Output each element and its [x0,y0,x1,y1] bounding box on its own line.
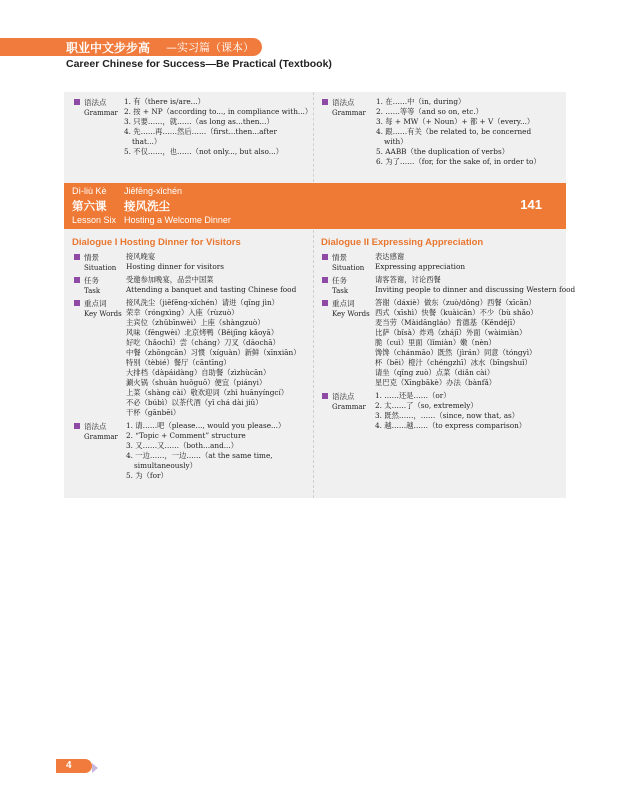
list-item: 涮火锅（shuàn huǒguō）便宜（piányi） [126,378,267,387]
bullet-square-icon [322,99,328,105]
d2-keywords-label: 重点词 Key Words [322,299,370,319]
bullet-square-icon [74,254,80,260]
list-item: 2. ……等等（and so on, etc.） [376,107,483,116]
list-item: 1. 请……吧（please..., would you please...） [126,421,286,430]
lesson-title-pinyin: Jiēfēng-xǐchén [124,186,183,196]
d2-task-label: 任务 Task [322,276,348,296]
lesson-number-cn: 第六课 [72,199,107,213]
list-item: 风味（fēngwèi）北京烤鸭（Běijīng kǎoyā） [126,328,279,337]
bullet-square-icon [322,300,328,306]
lesson-number-en: Lesson Six [72,215,117,225]
top-right-grammar-list [376,97,541,167]
list-item: simultaneously） [134,461,197,470]
list-item: 4. 跟……有关（be related to, be concerned [376,127,532,136]
list-item: 中餐（zhōngcān）习惯（xíguàn）新鲜（xīnxiān） [126,348,301,357]
list-item: 星巴克（Xīngbākè）办法（bànfǎ） [375,378,497,387]
d1-keywords-list [126,298,301,418]
list-item: 干杯（gānbēi） [126,408,181,417]
list-item: 主宾位（zhǔbīnwèi）上座（shàngzuò） [126,318,265,327]
d2-grammar-label: 语法点 Grammar [322,392,366,412]
list-item: 不必（búbì）以茶代酒（yǐ chá dài jiǔ） [126,398,263,407]
dialogue2-title: Dialogue II Expressing Appreciation [321,237,484,248]
d1-grammar-list [126,421,285,481]
tab-tail-icon [92,763,98,773]
page-number: 4 [66,760,72,771]
list-item: 答谢（dáxiè）做东（zuò/dōng）西餐（xīcān） [375,298,536,307]
list-item: 脆（cuì）里面（lǐmiàn）嫩（nèn） [375,338,496,347]
d2-situation-label: 情景 Situation [322,253,364,273]
column-divider-bottom [313,230,314,498]
book-title-cn: 职业中文步步高 [66,41,151,55]
d2-situation-text: 表达感谢 Expressing appreciation [375,252,466,271]
list-item: 5. AABB（the duplication of verbs） [376,147,509,156]
list-item: 好吃（hǎochī）尝（cháng）刀叉（dāochā） [126,338,280,347]
lesson-title-en: Hosting a Welcome Dinner [124,215,231,225]
list-item: 馋馋（chánmāo）既然（jìrán）同意（tóngyì） [375,348,537,357]
bullet-square-icon [322,254,328,260]
top-left-grammar-list [124,97,312,157]
list-item: with） [384,137,408,146]
d1-grammar-label: 语法点 Grammar [74,422,118,442]
list-item: that...） [132,137,162,146]
list-item: 1. ……还是……（or） [375,391,451,400]
list-item: 4. 先……再……然后……（first...then...after [124,127,277,136]
list-item: 上菜（shàng cài）敬欢迎词（zhì huānyíngcí） [126,388,289,397]
d1-task-label: 任务 Task [74,276,100,296]
list-item: 西式（xīshì）快餐（kuàicān）不少（bù shǎo） [375,308,538,317]
bullet-square-icon [74,277,80,283]
list-item: 5. 为（for） [126,471,168,480]
lesson-banner [64,183,566,229]
book-title-en: Career Chinese for Success—Be Practical (Textbook) [66,58,332,70]
d1-keywords-label: 重点词 Key Words [74,299,122,319]
list-item: 大排档（dàpáidàng）自助餐（zìzhùcān） [126,368,271,377]
list-item: 5. 不仅……，也……（not only..., but also...） [124,147,284,156]
d2-grammar-list [375,391,526,431]
lesson-page-number: 141 [520,197,542,212]
d1-situation-text: 接风晚宴 Hosting dinner for visitors [126,252,224,271]
list-item: 4. 一边……，一边……（at the same time, [126,451,273,460]
bullet-square-icon [74,423,80,429]
list-item: 2. 按 + NP（according to..., in compliance with...） [124,107,313,116]
book-subtitle-cn: —实习篇（课本） [166,41,254,54]
bullet-square-icon [74,300,80,306]
page-number-tab [56,759,92,773]
list-item: 杯（bēi）橙汁（chéngzhī）冰水（bīngshuǐ） [375,358,532,367]
lesson-number-pinyin: Dì-liù Kè [72,186,107,196]
list-item: 3. 又……又……（both...and...） [126,441,238,450]
bullet-square-icon [74,99,80,105]
list-item: 3. 每 + MW（+ Noun）+ 都 + V（every...） [376,117,535,126]
d2-keywords-list [375,298,538,388]
list-item: 1. 有（there is/are...） [124,97,205,106]
dialogue1-title: Dialogue I Hosting Dinner for Visitors [72,237,241,248]
list-item: 请坐（qǐng zuò）点菜（diǎn cài） [375,368,495,377]
d2-task-text: 请客答谢，讨论西餐 Inviting people to dinner and discussing Western food [375,275,576,294]
top-left-grammar-label: 语法点 Grammar [74,98,118,118]
list-item: 4. 越……越……（to express comparison） [375,421,527,430]
list-item: 6. 为了……（for, for the sake of, in order to） [376,157,541,166]
bullet-square-icon [322,277,328,283]
column-divider-top [313,92,314,182]
top-right-grammar-label: 语法点 Grammar [322,98,366,118]
list-item: 1. 在……中（in, during） [376,97,466,106]
bullet-square-icon [322,393,328,399]
list-item: 2. “Topic + Comment” structure [126,431,246,440]
list-item: 接风洗尘（jiēfēng-xǐchén）请进（qǐng jìn） [126,298,279,307]
list-item: 3. 只要……，就……（as long as...then...） [124,117,274,126]
list-item: 麦当劳（Màidāngláo）肯德基（Kěndéjī） [375,318,520,327]
list-item: 3. 既然……，……（since, now that, as） [375,411,520,420]
list-item: 荣幸（róngxìng）入座（rùzuò） [126,308,239,317]
list-item: 特别（tèbié）餐厅（cāntīng） [126,358,231,367]
list-item: 比萨（bǐsà）炸鸡（zhájī）外面（wàimiàn） [375,328,527,337]
d1-task-text: 受邀参加晚宴，品尝中国菜 Attending a banquet and tasting Chinese food [126,275,297,294]
list-item: 2. 太……了（so, extremely） [375,401,478,410]
d1-situation-label: 情景 Situation [74,253,116,273]
lesson-title-cn: 接风洗尘 [124,199,170,213]
